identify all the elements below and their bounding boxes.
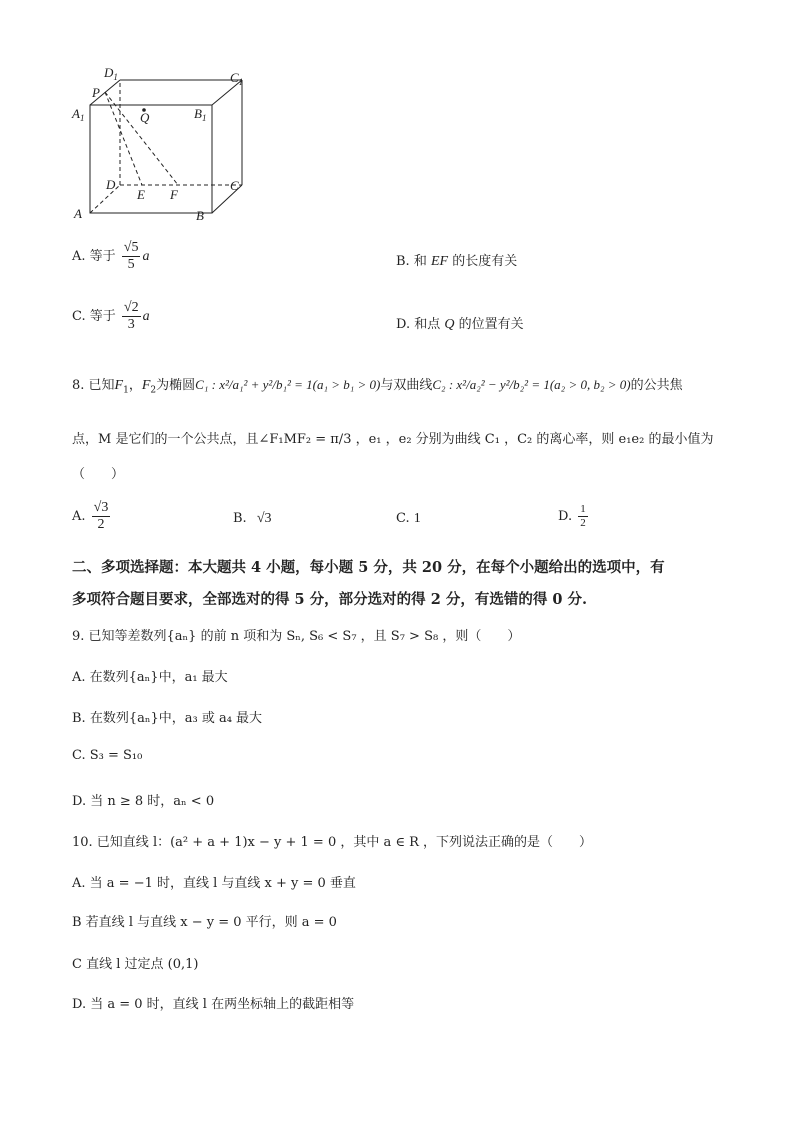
label-b: B [196,208,204,223]
q9-option-a[interactable]: A. 在数列{aₙ}中，a₁ 最大 [72,670,228,685]
q7-option-a[interactable] [72,240,149,273]
q8-text-focus: 的公共焦 [630,378,683,393]
q8-c-value: 1 [413,511,421,526]
q7-c-num: √2 [123,300,139,315]
q7-b-suffix: 的长度有关 [452,254,518,269]
q8-d-num: 1 [580,503,586,515]
section2-heading-line1: 二、多项选择题：本大题共 4 小题，每小题 5 分，共 20 分，在每个小题给出的选项中，有 [72,559,665,576]
q9-option-b[interactable]: B. 在数列{aₙ}中，a₃ 或 a₄ 最大 [72,711,263,726]
label-f: F [170,187,178,202]
q8-f2: F [141,378,151,393]
q7-c-var: a [142,309,150,324]
q7-a-fraction [122,240,141,273]
q8-intro: 8. 已知 [72,378,115,393]
q7-b-prefix: B. 和 [396,254,427,269]
q8-stem-line1: 8. 已知$F_1$，$F_2$为椭圆C₁ : x²/a₁² + y²/b₁² = 1(a₁ > b₁ > 0)与双曲线C₂ : x²/a₂² − y²/b₂² = 1(a₂ > 0, b₂ > 0)的公共焦 [72,377,683,396]
q7-d-prefix: D. 和点 [396,317,441,332]
label-b1: $B_1$ [194,106,207,123]
q7-c-prefix: C. 等于 [72,309,116,324]
label-c1: $C_1$ [230,70,244,87]
q7-a-den: 5 [127,257,135,272]
q8-f1: F [114,378,124,393]
q10-option-c[interactable]: C 直线 l 过定点 (0,1) [72,957,199,972]
q8-ellipse-equation: C₁ : x²/a₁² + y²/b₁² = 1(a₁ > b₁ > 0) [195,377,381,392]
q10-option-a[interactable]: A. 当 a = −1 时，直线 l 与直线 x + y = 0 垂直 [72,876,356,891]
q8-stem-line3: （ ） [72,467,125,482]
q8-a-prefix: A. [72,509,86,524]
q8-option-d[interactable] [558,503,590,530]
label-q: Q [140,110,150,125]
q10-option-d[interactable]: D. 当 a = 0 时，直线 l 在两坐标轴上的截距相等 [72,997,355,1012]
q8-a-fraction [92,500,111,533]
q8-option-b[interactable] [233,511,272,527]
q8-comma: ， [128,378,142,393]
q8-c-prefix: C. [396,511,410,526]
label-p: P [92,85,100,100]
label-a: A [74,206,82,221]
q9-option-d[interactable]: D. 当 n ≥ 8 时，aₙ < 0 [72,794,215,809]
q8-a-num: √3 [93,500,109,515]
q8-d-den: 2 [580,517,586,529]
label-c: C [230,178,239,193]
segment-p-f [105,92,178,185]
q7-option-b[interactable] [396,250,517,270]
q7-a-prefix: A. 等于 [72,249,116,264]
label-a1: $A_1$ [72,106,85,123]
label-d1: $D_1$ [104,65,118,82]
q8-text-ellipse: 为椭圆 [156,378,196,393]
q8-b-prefix: B. [233,511,247,526]
q7-c-den: 3 [127,317,135,332]
q7-b-var: EF [430,254,449,269]
q9-option-c[interactable]: C. S₃ = S₁₀ [72,748,143,763]
q7-c-fraction [122,300,141,333]
edge-a-d [90,185,120,213]
q7-d-suffix: 的位置有关 [458,317,524,332]
q8-hyperbola-equation: C₂ : x²/a₂² − y²/b₂² = 1(a₂ > 0, b₂ > 0) [432,377,631,392]
q8-option-a[interactable] [72,500,112,533]
section2-heading-line2: 多项符合题目要求，全部选对的得 5 分，部分选对的得 2 分，有选错的得 0 分. [72,591,588,608]
q8-d-fraction [578,503,588,530]
segment-p-e [105,92,142,185]
q7-d-var: Q [444,317,455,332]
label-d: D [106,177,116,192]
q8-option-c[interactable] [396,511,421,527]
q8-a-den: 2 [97,517,105,532]
cube-figure [60,60,260,230]
q8-d-prefix: D. [558,509,573,524]
label-e: E [137,187,145,202]
q10-option-b[interactable]: B 若直线 l 与直线 x − y = 0 平行，则 a = 0 [72,915,337,930]
front-face [90,105,212,213]
q7-option-d[interactable] [396,313,524,333]
q7-a-num: √5 [123,240,139,255]
q9-stem: 9. 已知等差数列{aₙ} 的前 n 项和为 Sₙ, S₆ < S₇ ，且 S₇ > S₈ ，则（ ） [72,629,521,644]
q7-a-var: a [142,249,150,264]
q7-option-c[interactable] [72,300,150,333]
q10-stem: 10. 已知直线 l：(a² + a + 1)x − y + 1 = 0 ，其中 a ∈ R ，下列说法正确的是（ ） [72,835,593,850]
q8-stem-line2: 点，M 是它们的一个公共点，且∠F₁MF₂ = π/3 ，e₁ ，e₂ 分别为曲线 C₁ ，C₂ 的离心率，则 e₁e₂ 的最小值为 [72,432,714,447]
q8-text-hyperbola: 与双曲线 [380,378,433,393]
q8-b-value: √3 [256,511,272,526]
